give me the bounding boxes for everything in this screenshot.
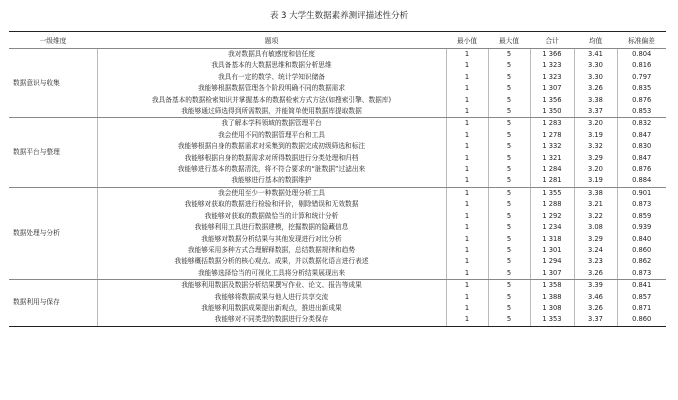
table-cell-mean: 3.26 bbox=[574, 268, 617, 280]
table-cell-min: 1 bbox=[446, 175, 488, 187]
table-cell-sd: 0.884 bbox=[617, 175, 666, 187]
table-cell-min: 1 bbox=[446, 60, 488, 71]
table-cell-max: 5 bbox=[488, 141, 530, 152]
table-cell-max: 5 bbox=[488, 164, 530, 175]
header-dimension: 一级维度 bbox=[9, 32, 97, 49]
table-cell-min: 1 bbox=[446, 164, 488, 175]
table-cell-max: 5 bbox=[488, 130, 530, 141]
table-cell-total: 1 353 bbox=[530, 314, 574, 326]
table-cell-min: 1 bbox=[446, 130, 488, 141]
table-cell-total: 1 332 bbox=[530, 141, 574, 152]
table-row bbox=[9, 72, 666, 83]
table-row bbox=[9, 187, 666, 199]
table-cell-sd: 0.816 bbox=[617, 60, 666, 71]
table-cell-max: 5 bbox=[488, 280, 530, 292]
header-row bbox=[9, 32, 666, 49]
table-cell-mean: 3.26 bbox=[574, 303, 617, 314]
table-cell-item: 我能够对数据分析结果与其他发现进行对比分析 bbox=[97, 234, 446, 245]
table-cell-total: 1 283 bbox=[530, 118, 574, 130]
table-cell-item: 我能够根据自身的数据需求对采集到的数据完成初级筛选和标注 bbox=[97, 141, 446, 152]
table-cell-max: 5 bbox=[488, 222, 530, 233]
table-cell-total: 1 234 bbox=[530, 222, 574, 233]
table-cell-total: 1 281 bbox=[530, 175, 574, 187]
table-row bbox=[9, 175, 666, 187]
table-cell-mean: 3.26 bbox=[574, 83, 617, 94]
table-cell-sd: 0.873 bbox=[617, 199, 666, 210]
table-cell-mean: 3.08 bbox=[574, 222, 617, 233]
table-cell-mean: 3.30 bbox=[574, 72, 617, 83]
table-cell-max: 5 bbox=[488, 83, 530, 94]
table-body bbox=[9, 49, 666, 327]
table-cell-sd: 0.939 bbox=[617, 222, 666, 233]
table-cell-max: 5 bbox=[488, 153, 530, 164]
table-row bbox=[9, 118, 666, 130]
table-cell-item: 我能够进行基本的数据维护 bbox=[97, 175, 446, 187]
table-row bbox=[9, 95, 666, 106]
header-mean: 均值 bbox=[574, 32, 617, 49]
table-row bbox=[9, 314, 666, 326]
table-row bbox=[9, 268, 666, 280]
table-cell-item: 我能够将数据成果与他人进行共享交流 bbox=[97, 292, 446, 303]
table-cell-item: 我具备基本的数据检索知识并掌握基本的数据检索方式方法(如搜索引擎、数据库) bbox=[97, 95, 446, 106]
table-cell-total: 1 356 bbox=[530, 95, 574, 106]
table-row bbox=[9, 303, 666, 314]
table-cell-item: 我能够利用数据成果提出新观点，推进出新成果 bbox=[97, 303, 446, 314]
table-cell-total: 1 288 bbox=[530, 199, 574, 210]
table-cell-max: 5 bbox=[488, 314, 530, 326]
table-cell-min: 1 bbox=[446, 268, 488, 280]
table-cell-item: 我能够对获取的数据做恰当的计算和统计分析 bbox=[97, 211, 446, 222]
table-cell-mean: 3.38 bbox=[574, 95, 617, 106]
table-cell-min: 1 bbox=[446, 187, 488, 199]
table-cell-item: 我会使用不同的数据管理平台和工具 bbox=[97, 130, 446, 141]
table-cell-max: 5 bbox=[488, 49, 530, 61]
header-min: 最小值 bbox=[446, 32, 488, 49]
table-cell-max: 5 bbox=[488, 211, 530, 222]
table-cell-max: 5 bbox=[488, 175, 530, 187]
table-cell-min: 1 bbox=[446, 153, 488, 164]
table-cell-sd: 0.859 bbox=[617, 211, 666, 222]
table-cell-total: 1 388 bbox=[530, 292, 574, 303]
table-cell-item: 我能够选择恰当的可视化工具将分析结果展现出来 bbox=[97, 268, 446, 280]
table-cell-max: 5 bbox=[488, 303, 530, 314]
table-cell-item: 我能够概括数据分析的核心观点、成果，并以数据化语言进行表述 bbox=[97, 256, 446, 267]
table-row bbox=[9, 83, 666, 94]
table-cell-mean: 3.24 bbox=[574, 245, 617, 256]
dimension-cell: 数据利用与保存 bbox=[9, 280, 97, 327]
table-cell-max: 5 bbox=[488, 256, 530, 267]
table-row bbox=[9, 153, 666, 164]
table-cell-min: 1 bbox=[446, 72, 488, 83]
table-cell-max: 5 bbox=[488, 60, 530, 71]
table-cell-mean: 3.23 bbox=[574, 256, 617, 267]
table-row bbox=[9, 245, 666, 256]
table-cell-min: 1 bbox=[446, 95, 488, 106]
table-cell-max: 5 bbox=[488, 72, 530, 83]
table-cell-item: 我对数据具有敏感度和信任度 bbox=[97, 49, 446, 61]
table-cell-item: 我具有一定的数学、统计学知识储备 bbox=[97, 72, 446, 83]
table-cell-sd: 0.853 bbox=[617, 106, 666, 118]
table-row bbox=[9, 211, 666, 222]
table-cell-sd: 0.876 bbox=[617, 95, 666, 106]
table-cell-max: 5 bbox=[488, 268, 530, 280]
table-cell-sd: 0.840 bbox=[617, 234, 666, 245]
table-cell-mean: 3.37 bbox=[574, 106, 617, 118]
table-cell-sd: 0.857 bbox=[617, 292, 666, 303]
table-cell-total: 1 355 bbox=[530, 187, 574, 199]
table-cell-min: 1 bbox=[446, 280, 488, 292]
table-cell-min: 1 bbox=[446, 256, 488, 267]
table-cell-max: 5 bbox=[488, 187, 530, 199]
table-row bbox=[9, 141, 666, 152]
table-cell-sd: 0.876 bbox=[617, 164, 666, 175]
table-cell-total: 1 301 bbox=[530, 245, 574, 256]
table-cell-item: 我能够对获取的数据进行检验和评价，剔除错误和无效数据 bbox=[97, 199, 446, 210]
table-cell-min: 1 bbox=[446, 49, 488, 61]
header-sd: 标准偏差 bbox=[617, 32, 666, 49]
table-cell-item: 我能够根据数据管理各个阶段明确不同的数据需求 bbox=[97, 83, 446, 94]
table-cell-item: 我能够对不同类型的数据进行分类保存 bbox=[97, 314, 446, 326]
table-cell-sd: 0.860 bbox=[617, 314, 666, 326]
table-cell-mean: 3.21 bbox=[574, 199, 617, 210]
table-cell-min: 1 bbox=[446, 303, 488, 314]
table-row bbox=[9, 292, 666, 303]
table-cell-item: 我能够利用工具进行数据建模，挖掘数据的隐藏信息 bbox=[97, 222, 446, 233]
table-cell-sd: 0.871 bbox=[617, 303, 666, 314]
table-row bbox=[9, 234, 666, 245]
table-row bbox=[9, 256, 666, 267]
table-cell-min: 1 bbox=[446, 222, 488, 233]
table-cell-sd: 0.830 bbox=[617, 141, 666, 152]
table-cell-mean: 3.41 bbox=[574, 49, 617, 61]
table-row bbox=[9, 60, 666, 71]
dimension-cell: 数据意识与收集 bbox=[9, 49, 97, 118]
table-cell-mean: 3.30 bbox=[574, 60, 617, 71]
table-cell-min: 1 bbox=[446, 234, 488, 245]
table-cell-item: 我具备基本的大数据思维和数据分析思维 bbox=[97, 60, 446, 71]
table-row bbox=[9, 49, 666, 61]
table-cell-total: 1 284 bbox=[530, 164, 574, 175]
table-cell-sd: 0.847 bbox=[617, 153, 666, 164]
table-cell-total: 1 307 bbox=[530, 268, 574, 280]
table-cell-min: 1 bbox=[446, 211, 488, 222]
table-cell-mean: 3.22 bbox=[574, 211, 617, 222]
table-cell-total: 1 323 bbox=[530, 60, 574, 71]
table-cell-mean: 3.38 bbox=[574, 187, 617, 199]
table-cell-total: 1 307 bbox=[530, 83, 574, 94]
table-cell-total: 1 318 bbox=[530, 234, 574, 245]
table-cell-total: 1 294 bbox=[530, 256, 574, 267]
header-total: 合计 bbox=[530, 32, 574, 49]
table-cell-max: 5 bbox=[488, 95, 530, 106]
table-cell-min: 1 bbox=[446, 314, 488, 326]
table-cell-mean: 3.20 bbox=[574, 118, 617, 130]
table-cell-max: 5 bbox=[488, 106, 530, 118]
table-cell-total: 1 350 bbox=[530, 106, 574, 118]
table-row bbox=[9, 164, 666, 175]
table-cell-min: 1 bbox=[446, 245, 488, 256]
table-cell-total: 1 358 bbox=[530, 280, 574, 292]
table-cell-max: 5 bbox=[488, 118, 530, 130]
table-cell-sd: 0.797 bbox=[617, 72, 666, 83]
table-cell-mean: 3.29 bbox=[574, 153, 617, 164]
table-cell-mean: 3.20 bbox=[574, 164, 617, 175]
table-caption: 表 3 大学生数据素养测评描述性分析 bbox=[269, 11, 409, 21]
table-row bbox=[9, 199, 666, 210]
table-cell-sd: 0.862 bbox=[617, 256, 666, 267]
table-cell-total: 1 321 bbox=[530, 153, 574, 164]
table-cell-sd: 0.860 bbox=[617, 245, 666, 256]
table-cell-item: 我能够进行基本的数据清洗，将不符合要求的“脏数据”过滤出来 bbox=[97, 164, 446, 175]
table-cell-item: 我了解本学科领域的数据管理平台 bbox=[97, 118, 446, 130]
table-row bbox=[9, 280, 666, 292]
table-cell-total: 1 323 bbox=[530, 72, 574, 83]
table-cell-mean: 3.29 bbox=[574, 234, 617, 245]
table-cell-item: 我能够通过筛选得到所需数据，并能简单使用数据库提取数据 bbox=[97, 106, 446, 118]
table-cell-mean: 3.46 bbox=[574, 292, 617, 303]
table-cell-mean: 3.32 bbox=[574, 141, 617, 152]
table-cell-max: 5 bbox=[488, 199, 530, 210]
table-cell-min: 1 bbox=[446, 106, 488, 118]
table-cell-total: 1 292 bbox=[530, 211, 574, 222]
table-cell-mean: 3.19 bbox=[574, 175, 617, 187]
table-cell-item: 我能够根据自身的数据需求对所得数据进行分类处理和归档 bbox=[97, 153, 446, 164]
table-cell-mean: 3.39 bbox=[574, 280, 617, 292]
table-cell-total: 1 278 bbox=[530, 130, 574, 141]
table-cell-min: 1 bbox=[446, 118, 488, 130]
table-cell-mean: 3.19 bbox=[574, 130, 617, 141]
table-cell-max: 5 bbox=[488, 234, 530, 245]
table-cell-sd: 0.841 bbox=[617, 280, 666, 292]
table-row bbox=[9, 130, 666, 141]
header-item: 题项 bbox=[97, 32, 446, 49]
table-cell-min: 1 bbox=[446, 199, 488, 210]
table-cell-sd: 0.832 bbox=[617, 118, 666, 130]
table-cell-item: 我能够利用数据及数据分析结果撰写作业、论文、报告等成果 bbox=[97, 280, 446, 292]
table-cell-min: 1 bbox=[446, 292, 488, 303]
stats-table bbox=[9, 31, 666, 327]
table-cell-min: 1 bbox=[446, 83, 488, 94]
table-cell-sd: 0.847 bbox=[617, 130, 666, 141]
table-row bbox=[9, 106, 666, 118]
table-row bbox=[9, 222, 666, 233]
table-cell-max: 5 bbox=[488, 245, 530, 256]
table-cell-sd: 0.835 bbox=[617, 83, 666, 94]
table-cell-sd: 0.804 bbox=[617, 49, 666, 61]
table-cell-item: 我能够采用多种方式合理解释数据，总结数据规律和趋势 bbox=[97, 245, 446, 256]
table-cell-sd: 0.901 bbox=[617, 187, 666, 199]
dimension-cell: 数据平台与整理 bbox=[9, 118, 97, 187]
table-cell-sd: 0.873 bbox=[617, 268, 666, 280]
header-max: 最大值 bbox=[488, 32, 530, 49]
table-cell-item: 我会使用至少一种数据处理分析工具 bbox=[97, 187, 446, 199]
table-cell-mean: 3.37 bbox=[574, 314, 617, 326]
table-cell-total: 1 308 bbox=[530, 303, 574, 314]
table-cell-total: 1 366 bbox=[530, 49, 574, 61]
table-cell-max: 5 bbox=[488, 292, 530, 303]
dimension-cell: 数据处理与分析 bbox=[9, 187, 97, 279]
table-cell-min: 1 bbox=[446, 141, 488, 152]
